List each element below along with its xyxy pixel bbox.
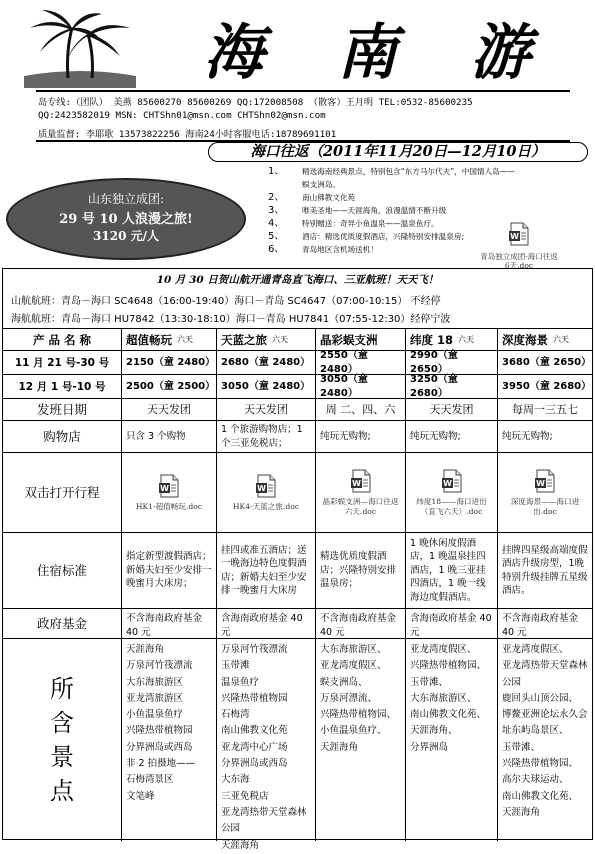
- table-row-shopping: [3, 421, 592, 453]
- itinerary-doc-link[interactable]: [221, 456, 311, 529]
- product-hotel: 指定新型渡假酒店；新婚夫妇至少安排一晚蜜月大床房；: [126, 551, 212, 590]
- promo-line: 29 号 10 人浪漫之旅!: [59, 212, 193, 227]
- product-cell-itinerary[interactable]: [315, 453, 405, 532]
- doc-caption: 纬度18——海口进出（直飞六天）.doc: [416, 496, 487, 516]
- product-cell-shopping: [216, 421, 315, 452]
- product-cell-product: [497, 329, 592, 350]
- product-price1: 3680（童 2650）: [502, 356, 592, 368]
- product-price2: 2500（童 2500）: [126, 380, 216, 392]
- row-label-text: 产 品 名 称: [32, 332, 91, 347]
- highlight-number: 4、: [268, 218, 285, 229]
- product-price1: 2150（童 2480）: [126, 356, 216, 368]
- product-days: 六天: [553, 334, 569, 344]
- product-price1: 2990（童 2650）: [410, 349, 458, 375]
- product-departure: 天天发团: [244, 402, 288, 416]
- product-shopping: 纯玩无购物;: [410, 430, 461, 442]
- row-label-sights: [3, 639, 121, 841]
- product-cell-itinerary[interactable]: [497, 453, 592, 532]
- flight-notice: 10 月 30 日贺山航开通青岛直飞海口、三亚航班！天天飞！: [156, 274, 439, 286]
- product-cell-sights: [121, 639, 216, 841]
- product-price2: 3050（童 2480）: [221, 380, 311, 392]
- table-row-itinerary: [3, 453, 592, 533]
- table-row-departure: [3, 399, 592, 421]
- product-cell-shopping: [405, 421, 497, 452]
- product-sights: 亚龙湾度假区、 亚龙湾热带天堂森林公园 鹿回头山顶公园、 博鳌亚洲论坛永久会址东屿岛景区、 玉带滩、 兴隆热带植物园、 高尔夫球运动、 南山佛教文化苑、 天涯海角: [502, 644, 588, 818]
- product-cell-hotel: [121, 533, 216, 608]
- highlight-number: [268, 178, 298, 191]
- row-label-product: [3, 329, 121, 350]
- row-label-departure: [3, 399, 121, 420]
- product-cell-itinerary[interactable]: [405, 453, 497, 532]
- product-name: 纬度 18: [410, 332, 454, 347]
- word-doc-icon: [350, 469, 372, 493]
- product-fund: 含海南政府基金 40 元: [410, 613, 492, 638]
- product-departure: 每周一三五七: [512, 402, 578, 416]
- product-price1: 2550（童 2480）: [320, 349, 368, 375]
- highlight-text: 南山佛教文化苑: [302, 193, 356, 202]
- table-row-product: [3, 329, 592, 351]
- product-cell-fund: [315, 609, 405, 638]
- product-cell-date2: [121, 375, 216, 398]
- product-sights: 大东海旅游区、 亚龙湾度假区、 蜈支洲岛、 万泉河漂流、 兴隆热带植物园、 小鱼温泉鱼疗、 天涯海角: [320, 644, 397, 753]
- product-name: 超值畅玩: [126, 332, 172, 347]
- product-price2: 3950（童 2680）: [502, 380, 592, 392]
- flight-line-shandong: 山航航班：青岛－海口 SC4648（16:00-19:40）海口－青岛 SC4647（07:00-10:15） 不经停: [11, 296, 441, 307]
- row-label-text: 所 含 景 点: [50, 675, 74, 805]
- product-cell-date2: [216, 375, 315, 398]
- itinerary-doc-link[interactable]: [410, 456, 493, 529]
- row-label-text: 12 月 1 号-10 号: [18, 380, 106, 393]
- highlight-item: [268, 204, 588, 217]
- product-cell-hotel: [315, 533, 405, 608]
- product-sights: 天涯海角 万泉河竹筏漂流 大东海旅游区 亚龙湾旅游区 小鱼温泉鱼疗 兴隆热带植物园 分界洲岛或西岛 非 2 拍摄地—— 石梅湾景区 文笔峰: [126, 644, 196, 802]
- svg-text:W: W: [257, 483, 266, 493]
- product-departure: 周 二、四、六: [325, 402, 396, 416]
- product-cell-itinerary[interactable]: [121, 453, 216, 532]
- title-char: 游: [470, 18, 537, 88]
- svg-text:W: W: [160, 483, 169, 493]
- word-doc-icon: [508, 222, 530, 246]
- product-fund: 不含海南政府基金 40 元: [320, 613, 397, 638]
- contact-line: 岛专线:（团队） 美燕 85600270 85600269 QQ:172008508 （散客）王月明 TEL:0532-85600235: [38, 97, 473, 108]
- row-label-date1: [3, 351, 121, 374]
- promo-line: 山东独立成团:: [87, 192, 165, 206]
- product-cell-fund: [497, 609, 592, 638]
- flight-info-box: [2, 268, 593, 328]
- row-label-text: 住宿标准: [36, 562, 87, 578]
- product-hotel: 精选优质度假酒店；兴隆特别安排温泉房；: [320, 551, 397, 590]
- product-cell-product: [315, 329, 405, 350]
- product-cell-date1: [216, 351, 315, 374]
- highlight-item: [268, 165, 588, 178]
- promo-oval: [6, 178, 246, 260]
- row-label-text: 发班日期: [36, 401, 87, 417]
- product-shopping: 只含 3 个购物: [126, 430, 186, 442]
- product-price1: 2680（童 2480）: [221, 356, 311, 368]
- row-label-fund: [3, 609, 121, 638]
- product-cell-date2: [497, 375, 592, 398]
- product-hotel: 挂牌四星级高端度假酒店升级房型，1晚特别升级挂牌五星级酒店。: [502, 544, 588, 596]
- product-cell-product: [121, 329, 216, 350]
- product-sights: 亚龙湾度假区、 兴隆热带植物园、 玉带滩、 大东海旅游区、 南山佛教文化苑、 天涯海角、 分界洲岛: [410, 644, 487, 753]
- row-label-text: 11 月 21 号-30 号: [14, 356, 110, 369]
- itinerary-doc-link[interactable]: [502, 456, 588, 529]
- page-title: [170, 8, 570, 88]
- word-doc-icon: [255, 474, 277, 498]
- product-shopping: 1 个旅游购物店；1 个三亚免税店；: [221, 424, 303, 449]
- product-cell-sights: [497, 639, 592, 841]
- product-cell-shopping: [121, 421, 216, 452]
- product-cell-date1: [315, 351, 405, 374]
- highlight-number: 3、: [268, 205, 285, 216]
- row-label-shopping: [3, 421, 121, 452]
- product-hotel: 1 晚休闲度假酒店，1 晚温泉挂四酒店，1 晚三亚挂四酒店，1 晚一线海边度假酒店。: [410, 537, 486, 603]
- highlight-text: 蜈支洲岛。: [302, 180, 340, 189]
- doc-caption: 深度海景——海口进出.doc: [510, 496, 580, 516]
- product-days: 六天: [272, 334, 288, 344]
- itinerary-doc-link[interactable]: [126, 456, 212, 529]
- contact-line: QQ:2423582019 MSN: CHTShn01@msn.com CHTShn02@msn.com: [38, 110, 326, 121]
- product-cell-date1: [121, 351, 216, 374]
- highlight-text: 青岛地区含机场送机！: [302, 245, 378, 254]
- palm-tree-logo: [22, 6, 138, 88]
- table-row-date1: [3, 351, 592, 375]
- title-char: 南: [336, 18, 403, 88]
- word-doc-icon: [534, 469, 556, 493]
- itinerary-doc-link[interactable]: [320, 456, 401, 529]
- highlight-item: [268, 191, 588, 204]
- product-price2: 3050（童 2480）: [320, 373, 368, 399]
- row-label-date2: [3, 375, 121, 398]
- product-price2: 3250（童 2680）: [410, 373, 458, 399]
- product-cell-fund: [216, 609, 315, 638]
- product-cell-fund: [405, 609, 497, 638]
- doc-caption: HK1-超值畅玩.doc: [135, 501, 203, 511]
- product-fund: 含海南政府基金 40 元: [221, 613, 303, 638]
- contact-info-box: [36, 90, 570, 142]
- row-label-itinerary: [3, 453, 121, 532]
- table-row-sights: [3, 639, 592, 851]
- product-fund: 不含海南政府基金 40 元: [126, 613, 203, 638]
- product-cell-departure: [216, 399, 315, 420]
- product-cell-sights: [315, 639, 405, 841]
- row-label-text: 购物店: [43, 428, 81, 444]
- highlight-text: 唯美圣地——天涯海角，浪漫温情不断升级: [302, 206, 447, 215]
- highlight-number: 2、: [268, 192, 285, 203]
- product-departure: 天天发团: [429, 402, 474, 416]
- table-row-hotel: [3, 533, 592, 609]
- svg-text:W: W: [442, 478, 452, 488]
- product-cell-sights: [216, 639, 315, 851]
- product-cell-itinerary[interactable]: [216, 453, 315, 532]
- product-cell-departure: [405, 399, 497, 420]
- product-cell-date2: [315, 375, 405, 398]
- contact-line: 质量监督: 李耶歌 13573822256 海南24小时客服电话:18789691101: [38, 129, 337, 140]
- product-cell-departure: [315, 399, 405, 420]
- product-cell-departure: [121, 399, 216, 420]
- svg-text:W: W: [536, 478, 545, 488]
- product-cell-product: [405, 329, 497, 350]
- product-days: 六天: [458, 334, 475, 344]
- product-fund: 不含海南政府基金 40 元: [502, 613, 579, 638]
- product-cell-date2: [405, 375, 497, 398]
- highlight-text: 特别赠送：奇异小鱼温泉——温泉鱼疗。: [302, 219, 439, 228]
- product-days: 六天: [177, 334, 193, 344]
- product-cell-product: [216, 329, 315, 350]
- table-row-date2: [3, 375, 592, 399]
- table-row-fund: [3, 609, 592, 639]
- svg-text:W: W: [351, 478, 361, 488]
- svg-text:W: W: [510, 232, 519, 241]
- product-cell-date1: [497, 351, 592, 374]
- product-hotel: 挂四或准五酒店；送一晚海边特色度假酒店；新婚夫妇至少安排一晚蜜月大床房: [221, 544, 307, 596]
- highlight-number: 5、: [268, 231, 285, 242]
- product-shopping: 纯玩无购物;: [502, 430, 553, 442]
- product-name: 天蓝之旅: [221, 332, 267, 347]
- doc-caption: 青岛独立成团-海口往返6天.doc: [480, 252, 558, 270]
- highlight-number: 6、: [268, 244, 285, 255]
- highlight-doc-link[interactable]: [480, 222, 558, 270]
- flight-line-hainan: 海航航班：青岛－海口 HU7842（13:30-18:10）海口－青岛 HU7841（07:55-12:30）经停宁波: [11, 314, 451, 325]
- product-departure: 天天发团: [147, 402, 191, 416]
- highlight-text: 酒店：精选优质度假酒店，兴隆特别安排温泉房;: [302, 232, 465, 241]
- title-char: 海: [203, 18, 270, 88]
- promo-price: 3120 元/人: [93, 229, 159, 243]
- product-cell-hotel: [216, 533, 315, 608]
- product-cell-hotel: [497, 533, 592, 608]
- word-doc-icon: [158, 474, 180, 498]
- row-label-text: 双击打开行程: [24, 484, 100, 500]
- product-cell-departure: [497, 399, 592, 420]
- row-label-hotel: [3, 533, 121, 608]
- word-doc-icon: [441, 469, 463, 493]
- doc-caption: HK4-天蓝之旅.doc: [232, 501, 300, 511]
- product-cell-shopping: [497, 421, 592, 452]
- product-sights: 万泉河竹筏漂流 玉带滩 温泉鱼疗 兴隆热带植物园 石梅湾 南山佛教文化苑 亚龙湾中心广场 分界洲岛或西岛 大东海 三亚免税店 亚龙湾热带天堂森林公园 天涯海角: [221, 644, 307, 851]
- product-name: 晶彩蜈支洲: [320, 332, 378, 347]
- product-cell-fund: [121, 609, 216, 638]
- route-banner: 海口往返（2011年11月20日—12月10日）: [208, 142, 588, 162]
- product-cell-sights: [405, 639, 497, 841]
- product-shopping: 纯玩无购物;: [320, 430, 371, 442]
- doc-caption: 晶彩蜈支洲—海口往返六天.doc: [322, 496, 399, 516]
- product-cell-shopping: [315, 421, 405, 452]
- product-table: [2, 328, 593, 851]
- row-label-text: 政府基金: [36, 615, 87, 631]
- highlight-number: 1、: [268, 166, 285, 177]
- product-cell-date1: [405, 351, 497, 374]
- product-cell-hotel: [405, 533, 497, 608]
- highlight-item: [268, 178, 588, 191]
- highlight-text: 精选海南经典景点，特别包含“东方马尔代夫”，中国情人岛——: [302, 167, 515, 176]
- product-name: 深度海景: [502, 332, 548, 347]
